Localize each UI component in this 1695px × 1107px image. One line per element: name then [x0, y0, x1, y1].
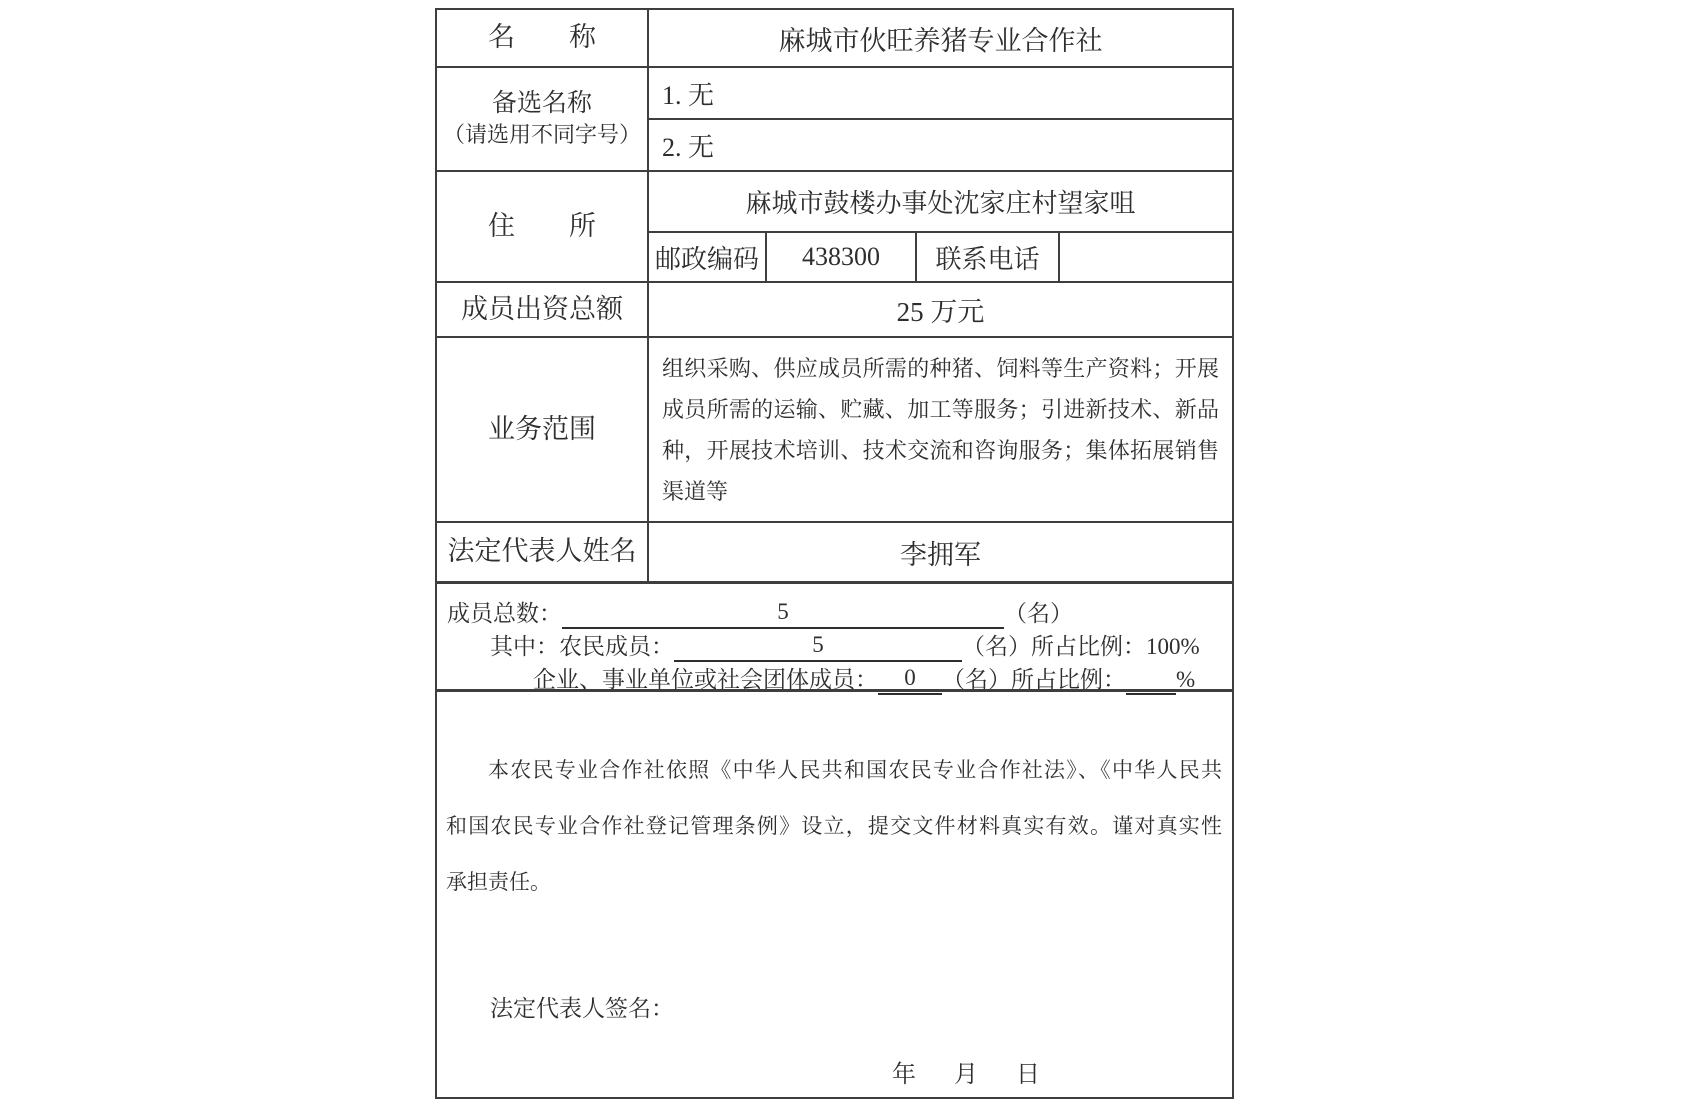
percent-sign: %: [1176, 667, 1196, 692]
member-org-line: [437, 662, 1232, 695]
phone-label: 联系电话: [917, 233, 1060, 281]
legal-rep-label: 法定代表人姓名: [437, 523, 649, 581]
alt-name-label: [437, 68, 649, 170]
business-scope-line: 种，开展技术培训、技术交流和咨询服务；集体拓展销售: [662, 437, 1219, 463]
alt-name-1: 1. 无: [649, 68, 1232, 120]
address-label: 住 所: [437, 172, 649, 281]
member-farmer-line: [437, 629, 1232, 662]
member-farmer-value: 5: [674, 629, 962, 662]
row-declaration: [437, 692, 1232, 1097]
alt-name-2: 2. 无: [662, 132, 715, 162]
postal-code-value: 438300: [767, 233, 917, 281]
alt-name-values: [649, 68, 1232, 170]
capital-value: 25 万元: [896, 297, 985, 327]
member-org-ratio-label: （名）所占比例：: [942, 667, 1126, 692]
member-total-value: 5: [562, 596, 1004, 629]
business-scope-line: 渠道等: [662, 478, 729, 504]
alt-name-label-line1: 备选名称: [491, 90, 592, 118]
postal-code-label: 邮政编码: [649, 233, 767, 281]
address-values: [649, 172, 1232, 281]
business-scope-line: 成员所需的运输、贮藏、加工等服务；引进新技术、新品: [662, 396, 1219, 422]
member-total-unit: （名）: [1004, 601, 1073, 626]
member-farmer-label: 其中：农民成员：: [490, 634, 674, 659]
business-scope-value: [649, 338, 1232, 521]
row-address: [437, 172, 1232, 283]
date-day-label: 日: [1016, 1062, 1040, 1088]
member-org-value: 0: [878, 662, 942, 695]
signature-label: 法定代表人签名：: [490, 996, 674, 1021]
date-month-label: 月: [954, 1062, 978, 1088]
declaration-line: 承担责任。: [446, 870, 551, 894]
member-total-line: [437, 596, 1232, 629]
member-org-label: 企业、事业单位或社会团体成员：: [533, 667, 878, 692]
declaration-line: 和国农民专业合作社登记管理条例》设立，提交文件材料真实有效。谨对真实性: [446, 814, 1222, 838]
row-name: [437, 10, 1232, 68]
date-line: [892, 1054, 1040, 1089]
date-year-label: 年: [892, 1062, 916, 1088]
member-farmer-ratio: （名）所占比例：100%: [962, 634, 1200, 659]
declaration-line: 本农民专业合作社依照《中华人民共和国农民专业合作社法》、《中华人民共: [488, 758, 1222, 782]
capital-label: 成员出资总额: [437, 283, 649, 336]
member-total-label: 成员总数：: [447, 601, 562, 626]
row-capital: [437, 283, 1232, 338]
row-business-scope: [437, 338, 1232, 523]
row-legal-rep: [437, 523, 1232, 584]
postal-phone-row: [649, 233, 1232, 281]
address-value: 麻城市鼓楼办事处沈家庄村望家咀: [649, 172, 1232, 233]
name-label: 名 称: [437, 10, 649, 66]
phone-value: [1060, 233, 1232, 281]
business-scope-label: 业务范围: [437, 338, 649, 521]
business-scope-text: [662, 348, 1219, 512]
row-member-counts: [437, 584, 1232, 692]
legal-rep-value: 李拥军: [900, 539, 981, 570]
alt-name-label-line2: （请选用不同字号）: [442, 121, 641, 147]
declaration-text: [446, 742, 1222, 910]
row-alt-names: [437, 68, 1232, 172]
cooperative-registration-form: [435, 8, 1234, 1099]
name-value: 麻城市伙旺养猪专业合作社: [778, 25, 1103, 56]
business-scope-line: 组织采购、供应成员所需的种猪、饲料等生产资料；开展: [662, 355, 1219, 381]
